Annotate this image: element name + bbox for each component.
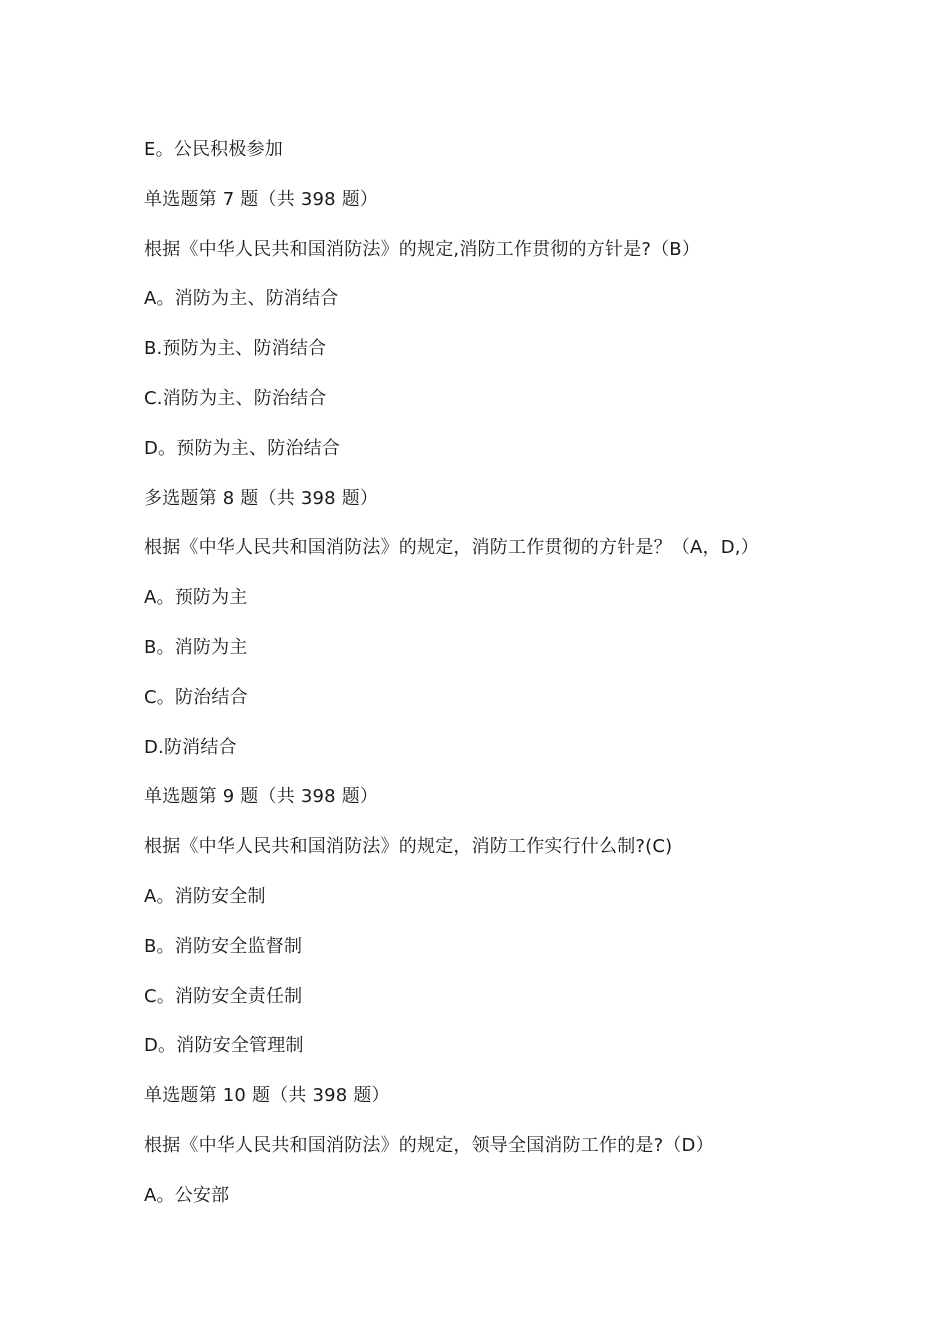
option-line: D。预防为主、防治结合	[144, 437, 341, 459]
option-line: A。消防安全制	[144, 885, 266, 907]
option-line: A。预防为主	[144, 587, 248, 609]
question-header: 单选题第 10 题（共 398 题）	[144, 1085, 390, 1107]
option-line: B.预防为主、防消结合	[144, 338, 327, 360]
option-line: D。消防安全管理制	[144, 1035, 304, 1057]
option-line: B。消防为主	[144, 636, 248, 658]
question-text: 根据《中华人民共和国消防法》的规定,消防工作贯彻的方针是?（B）	[144, 238, 701, 260]
question-header: 单选题第 7 题（共 398 题）	[144, 188, 379, 210]
question-header: 单选题第 9 题（共 398 题）	[144, 786, 379, 808]
option-line: C。防治结合	[144, 686, 248, 708]
option-line: C。消防安全责任制	[144, 985, 303, 1007]
question-text: 根据《中华人民共和国消防法》的规定，消防工作贯彻的方针是？（A，D,）	[144, 537, 759, 559]
option-line: A。公安部	[144, 1184, 230, 1206]
question-header: 多选题第 8 题（共 398 题）	[144, 487, 379, 509]
question-list	[144, 136, 924, 1232]
question-text: 根据《中华人民共和国消防法》的规定，消防工作实行什么制?(C)	[144, 836, 673, 858]
option-line: C.消防为主、防治结合	[144, 387, 327, 409]
question-text: 根据《中华人民共和国消防法》的规定，领导全国消防工作的是?（D）	[144, 1134, 714, 1156]
option-line: D.防消结合	[144, 736, 237, 758]
option-line: A。消防为主、防消结合	[144, 288, 339, 310]
option-line: B。消防安全监督制	[144, 935, 303, 957]
option-line: E。公民积极参加	[144, 139, 283, 160]
